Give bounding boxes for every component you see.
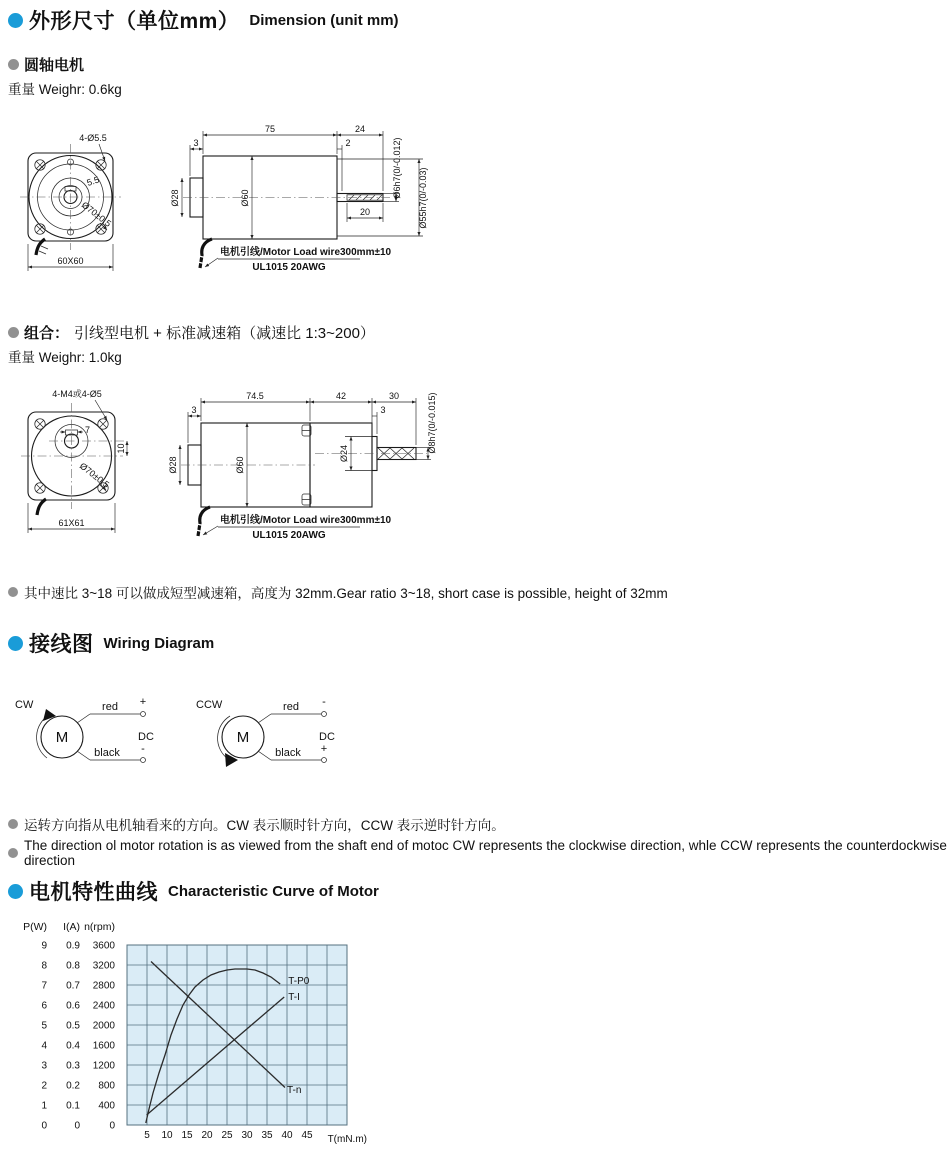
motor-symbol: M xyxy=(236,729,250,746)
y-tick: 0.2 xyxy=(66,1080,80,1092)
wiring-ccw xyxy=(196,696,335,767)
wire-label: 电机引线/Motor Load wire300mm±10 xyxy=(220,515,392,526)
dim-boss-dia: Ø28 xyxy=(170,189,180,207)
y-tick: 0.8 xyxy=(66,960,80,972)
characteristic-curve-chart xyxy=(20,912,450,1158)
cw-supply-label: DC xyxy=(138,731,154,743)
y-tick: 3 xyxy=(41,1060,47,1072)
rotation-note-cn-text: 运转方向指从电机轴看来的方向。CW 表示顺时针方向，CCW 表示逆时针方向。 xyxy=(24,818,505,833)
y-tick: 2000 xyxy=(92,1020,115,1032)
x-tick: 30 xyxy=(241,1130,253,1141)
plot-area xyxy=(127,945,347,1125)
dim-body-length: 75 xyxy=(264,124,276,134)
gray-bullet-icon xyxy=(8,819,18,829)
curve-title-en: Characteristic Curve of Motor xyxy=(168,882,379,900)
ccw-bottom-polarity: + xyxy=(320,743,328,755)
curve-title-cn: 电机特性曲线 xyxy=(29,881,158,904)
weight-value: Weighr: 0.6kg xyxy=(38,82,122,97)
cw-top-wire-label: red xyxy=(102,701,118,713)
y-tick: 4 xyxy=(41,1040,47,1052)
y-tick: 0.6 xyxy=(66,1000,80,1012)
x-axis-label: T(mN.m) xyxy=(327,1134,367,1145)
dim-shaft-dia: Ø6h7(0/-0.012) xyxy=(392,137,402,199)
cw-bottom-wire-label: black xyxy=(94,747,120,759)
cw-bottom-polarity: - xyxy=(141,743,145,755)
ccw-label: CCW xyxy=(196,699,223,711)
dim-shaft-dia: Ø8h7(0/-0.015) xyxy=(427,392,437,454)
ccw-top-wire-label: red xyxy=(283,701,299,713)
geared-heading-bold: 组合： xyxy=(24,325,70,342)
dimensions-title-en: Dimension (unit mm) xyxy=(249,11,399,29)
y-tick: 3600 xyxy=(92,940,115,952)
dim-shaft-length: 30 xyxy=(388,391,400,401)
dim-gear-boss-dia: Ø24 xyxy=(339,444,349,463)
lead-wire xyxy=(37,499,46,515)
y-tick: 0.4 xyxy=(66,1040,80,1052)
geared-motor-side-view xyxy=(168,391,437,541)
y-tick: 7 xyxy=(41,980,47,992)
dim-flange-size: 60X60 xyxy=(57,256,84,266)
round-motor-weight xyxy=(8,78,122,98)
dim-step-length: 2 xyxy=(345,138,351,148)
y-tick: 0.5 xyxy=(66,1020,80,1032)
y-tick: 0.1 xyxy=(66,1100,80,1112)
wire-spec: UL1015 20AWG xyxy=(252,530,326,541)
gray-bullet-icon xyxy=(8,59,19,70)
section-title-wiring xyxy=(8,628,214,658)
motor-symbol: M xyxy=(55,729,69,746)
y-axis-header: I(A) xyxy=(63,921,80,933)
dim-key-width: 5.5 xyxy=(85,174,101,188)
x-tick: 20 xyxy=(201,1130,213,1141)
dim-boss-length: 3 xyxy=(193,138,199,148)
dim-key-width: 7 xyxy=(85,425,91,435)
ccw-bottom-wire-label: black xyxy=(275,747,301,759)
geared-heading-rest: 引线型电机 + 标准减速箱（减速比 1:3~200） xyxy=(74,325,375,342)
series-label-T-P0: T-P0 xyxy=(288,976,310,987)
blue-bullet-icon xyxy=(8,13,23,28)
rotation-note-en xyxy=(8,838,950,868)
round-motor-heading xyxy=(8,54,84,75)
dim-corner-holes: 4-M4或4-Ø5 xyxy=(52,389,102,399)
gear-ratio-note xyxy=(8,582,668,602)
y-tick: 8 xyxy=(41,960,47,972)
y-tick: 5 xyxy=(41,1020,47,1032)
dim-corner-holes: 4-Ø5.5 xyxy=(79,133,107,143)
x-tick: 15 xyxy=(181,1130,193,1141)
y-tick: 1200 xyxy=(92,1060,115,1072)
gray-bullet-icon xyxy=(8,848,18,858)
gray-bullet-icon xyxy=(8,587,18,597)
dim-boss-dia: Ø28 xyxy=(168,456,178,474)
wiring-diagram xyxy=(10,692,380,787)
section-title-curve xyxy=(8,876,379,906)
dim-body-dia: Ø60 xyxy=(235,456,245,474)
geared-motor-drawing xyxy=(15,385,455,560)
y-tick: 3200 xyxy=(92,960,115,972)
dim-body-dia: Ø60 xyxy=(240,189,250,207)
y-tick: 9 xyxy=(41,940,47,952)
ccw-top-polarity: - xyxy=(322,696,326,708)
y-tick: 2400 xyxy=(92,1000,115,1012)
gray-bullet-icon xyxy=(8,327,19,338)
rotation-note-cn xyxy=(8,814,505,834)
y-tick: 0 xyxy=(109,1120,115,1132)
x-tick: 35 xyxy=(261,1130,273,1141)
cw-label: CW xyxy=(15,699,34,711)
y-tick: 400 xyxy=(98,1100,115,1112)
y-tick: 1 xyxy=(41,1100,47,1112)
dim-motor-length: 74.5 xyxy=(246,391,264,401)
ccw-supply-label: DC xyxy=(319,731,335,743)
x-tick: 40 xyxy=(281,1130,293,1141)
dim-pilot-dia: Ø55h7(0/-0.03) xyxy=(418,167,428,229)
round-motor-drawing xyxy=(15,118,445,298)
weight-label: 重量 xyxy=(8,350,35,365)
dim-shaft-offset: 10 xyxy=(116,443,126,454)
dim-gearbox-length: 42 xyxy=(335,391,347,401)
geared-motor-weight xyxy=(8,346,122,366)
y-tick: 0.7 xyxy=(66,980,80,992)
x-tick: 25 xyxy=(221,1130,233,1141)
y-tick: 0.3 xyxy=(66,1060,80,1072)
dim-output-boss-length: 3 xyxy=(380,405,386,415)
cw-top-polarity: + xyxy=(139,696,147,708)
wiring-title-cn: 接线图 xyxy=(29,633,94,656)
wire-spec: UL1015 20AWG xyxy=(252,262,326,273)
weight-label: 重量 xyxy=(8,82,35,97)
y-tick: 0 xyxy=(41,1120,47,1132)
dim-boss-length: 3 xyxy=(191,405,197,415)
geared-motor-front-view xyxy=(21,388,127,533)
y-tick: 800 xyxy=(98,1080,115,1092)
wiring-title-en: Wiring Diagram xyxy=(103,634,215,652)
geared-motor-heading xyxy=(8,322,375,343)
y-axis-header: P(W) xyxy=(23,921,47,933)
round-motor-heading-text: 圆轴电机 xyxy=(24,57,85,74)
rotation-note-en-text: The direction ol motor rotation is as viewed from the shaft end of motoc CW represents the clockwise direction, whle CCW represents the counterdockwise direction xyxy=(24,838,947,868)
y-tick: 1600 xyxy=(92,1040,115,1052)
wiring-cw xyxy=(15,696,154,763)
y-tick: 0.9 xyxy=(66,940,80,952)
blue-bullet-icon xyxy=(8,884,23,899)
round-motor-front-view xyxy=(20,133,121,271)
dim-shaft-length: 24 xyxy=(354,124,366,134)
round-motor-side-view xyxy=(170,124,428,273)
weight-value: Weighr: 1.0kg xyxy=(38,350,122,365)
dim-pilot-circle: Ø70±0.5 xyxy=(79,199,114,229)
y-tick: 6 xyxy=(41,1000,47,1012)
gear-ratio-note-text: 其中速比 3~18 可以做成短型减速箱，高度为 32mm.Gear ratio 3~18, short case is possible, height of 32mm xyxy=(24,586,668,601)
y-axis-header: n(rpm) xyxy=(84,921,115,933)
wire-label: 电机引线/Motor Load wire300mm±10 xyxy=(220,247,392,258)
dim-pilot-circle: Ø70±0.5 xyxy=(77,460,112,490)
dimensions-title-cn: 外形尺寸（单位mm） xyxy=(29,10,240,33)
series-label-T-I: T-I xyxy=(288,992,300,1003)
section-title-dimensions xyxy=(8,5,399,35)
x-tick: 5 xyxy=(144,1130,150,1141)
y-tick: 2 xyxy=(41,1080,47,1092)
x-tick: 45 xyxy=(301,1130,313,1141)
dim-flange-size: 61X61 xyxy=(58,518,85,528)
dim-flat-length: 20 xyxy=(359,207,371,217)
series-label-T-n: T-n xyxy=(287,1085,302,1096)
y-tick: 0 xyxy=(74,1120,80,1132)
x-tick: 10 xyxy=(161,1130,173,1141)
blue-bullet-icon xyxy=(8,636,23,651)
y-tick: 2800 xyxy=(92,980,115,992)
